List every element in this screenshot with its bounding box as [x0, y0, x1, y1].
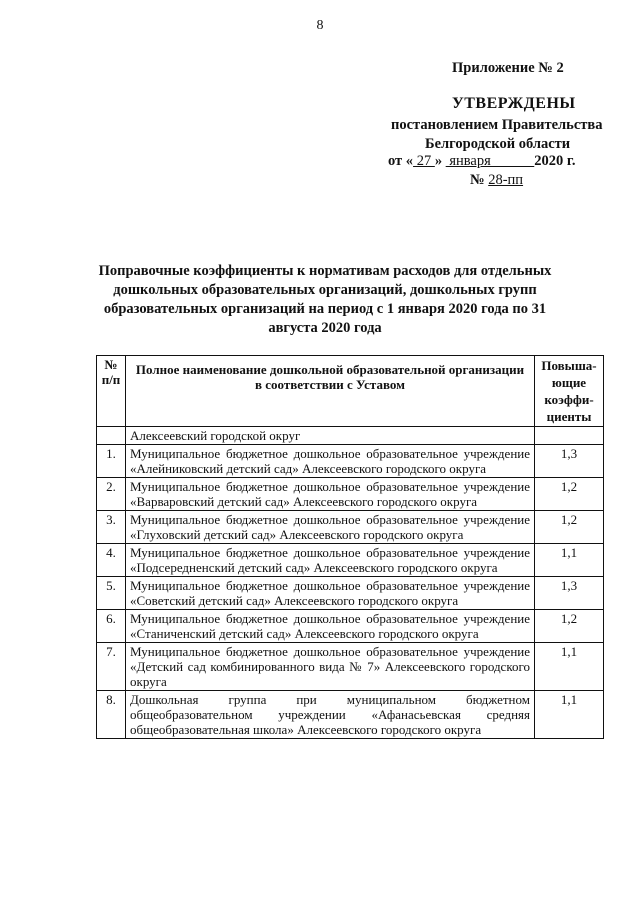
date-prefix: от « — [388, 153, 414, 169]
table-row — [97, 511, 604, 544]
date-year: 2020 г. — [534, 153, 576, 169]
row-num: 4. — [97, 544, 126, 577]
table-row — [97, 478, 604, 511]
table-row — [97, 544, 604, 577]
table-header-row — [97, 356, 604, 427]
row-coef: 1,1 — [535, 691, 604, 739]
row-name: Дошкольная группа при муниципальном бюджетном общеобразовательном учреждении «Афанасьевская средняя общеобразовательная школа» Алексеевского городского округа — [126, 691, 535, 739]
row-num: 1. — [97, 445, 126, 478]
row-coef: 1,2 — [535, 511, 604, 544]
table-row — [97, 577, 604, 610]
region-row — [97, 427, 604, 445]
header-coef: Повыша-ющие коэффи-циенты — [535, 356, 604, 427]
row-name: Муниципальное бюджетное дошкольное образовательное учреждение «Детский сад комбинированного вида № 7» Алексеевского городского округа — [126, 643, 535, 691]
row-num: 5. — [97, 577, 126, 610]
row-name: Муниципальное бюджетное дошкольное образовательное учреждение «Глуховский детский сад» Алексеевского городского округа — [126, 511, 535, 544]
decree-date — [388, 153, 575, 170]
coefficients-table — [96, 355, 604, 739]
date-day: 27 — [413, 153, 435, 169]
date-mid: » — [434, 153, 446, 169]
table-row — [97, 691, 604, 739]
row-coef: 1,2 — [535, 478, 604, 511]
row-num: 7. — [97, 643, 126, 691]
table-row — [97, 445, 604, 478]
header-num: № п/п — [97, 356, 126, 427]
decree-number — [470, 172, 523, 189]
row-name: Муниципальное бюджетное дошкольное образовательное учреждение «Варваровский детский сад» Алексеевского городского округа — [126, 478, 535, 511]
number-value: 28-пп — [488, 172, 524, 188]
row-coef: 1,1 — [535, 544, 604, 577]
page-number: 8 — [316, 18, 324, 33]
approved-label: УТВЕРЖДЕНЫ — [452, 95, 576, 112]
table-row — [97, 610, 604, 643]
row-name: Муниципальное бюджетное дошкольное образовательное учреждение «Подсередненский детский сад» Алексеевского городского округа — [126, 544, 535, 577]
row-name: Муниципальное бюджетное дошкольное образовательное учреждение «Советский детский сад» Алексеевского городского округа — [126, 577, 535, 610]
date-month: января — [445, 153, 535, 169]
row-num: 8. — [97, 691, 126, 739]
row-coef: 1,3 — [535, 577, 604, 610]
number-prefix: № — [470, 172, 489, 188]
row-num: 2. — [97, 478, 126, 511]
row-coef: 1,3 — [535, 445, 604, 478]
decree-line-1: постановлением Правительства — [391, 117, 603, 133]
row-coef: 1,2 — [535, 610, 604, 643]
header-name: Полное наименование дошкольной образовательной организации в соответствии с Уставом — [126, 356, 535, 427]
row-coef: 1,1 — [535, 643, 604, 691]
region-num-cell — [97, 427, 126, 445]
region-coef-cell — [535, 427, 604, 445]
appendix-label: Приложение № 2 — [452, 60, 564, 76]
region-name: Алексеевский городской округ — [126, 427, 535, 445]
row-num: 3. — [97, 511, 126, 544]
row-num: 6. — [97, 610, 126, 643]
document-title: Поправочные коэффициенты к нормативам расходов для отдельных дошкольных образовательных организаций, дошкольных групп образовательных организаций на период с 1 января 2020 года по 31 августа 2020 года — [98, 263, 552, 336]
table-row — [97, 643, 604, 691]
row-name: Муниципальное бюджетное дошкольное образовательное учреждение «Станиченский детский сад» Алексеевского городского округа — [126, 610, 535, 643]
row-name: Муниципальное бюджетное дошкольное образовательное учреждение «Алейниковский детский сад» Алексеевского городского округа — [126, 445, 535, 478]
decree-line-2: Белгородской области — [425, 136, 571, 152]
